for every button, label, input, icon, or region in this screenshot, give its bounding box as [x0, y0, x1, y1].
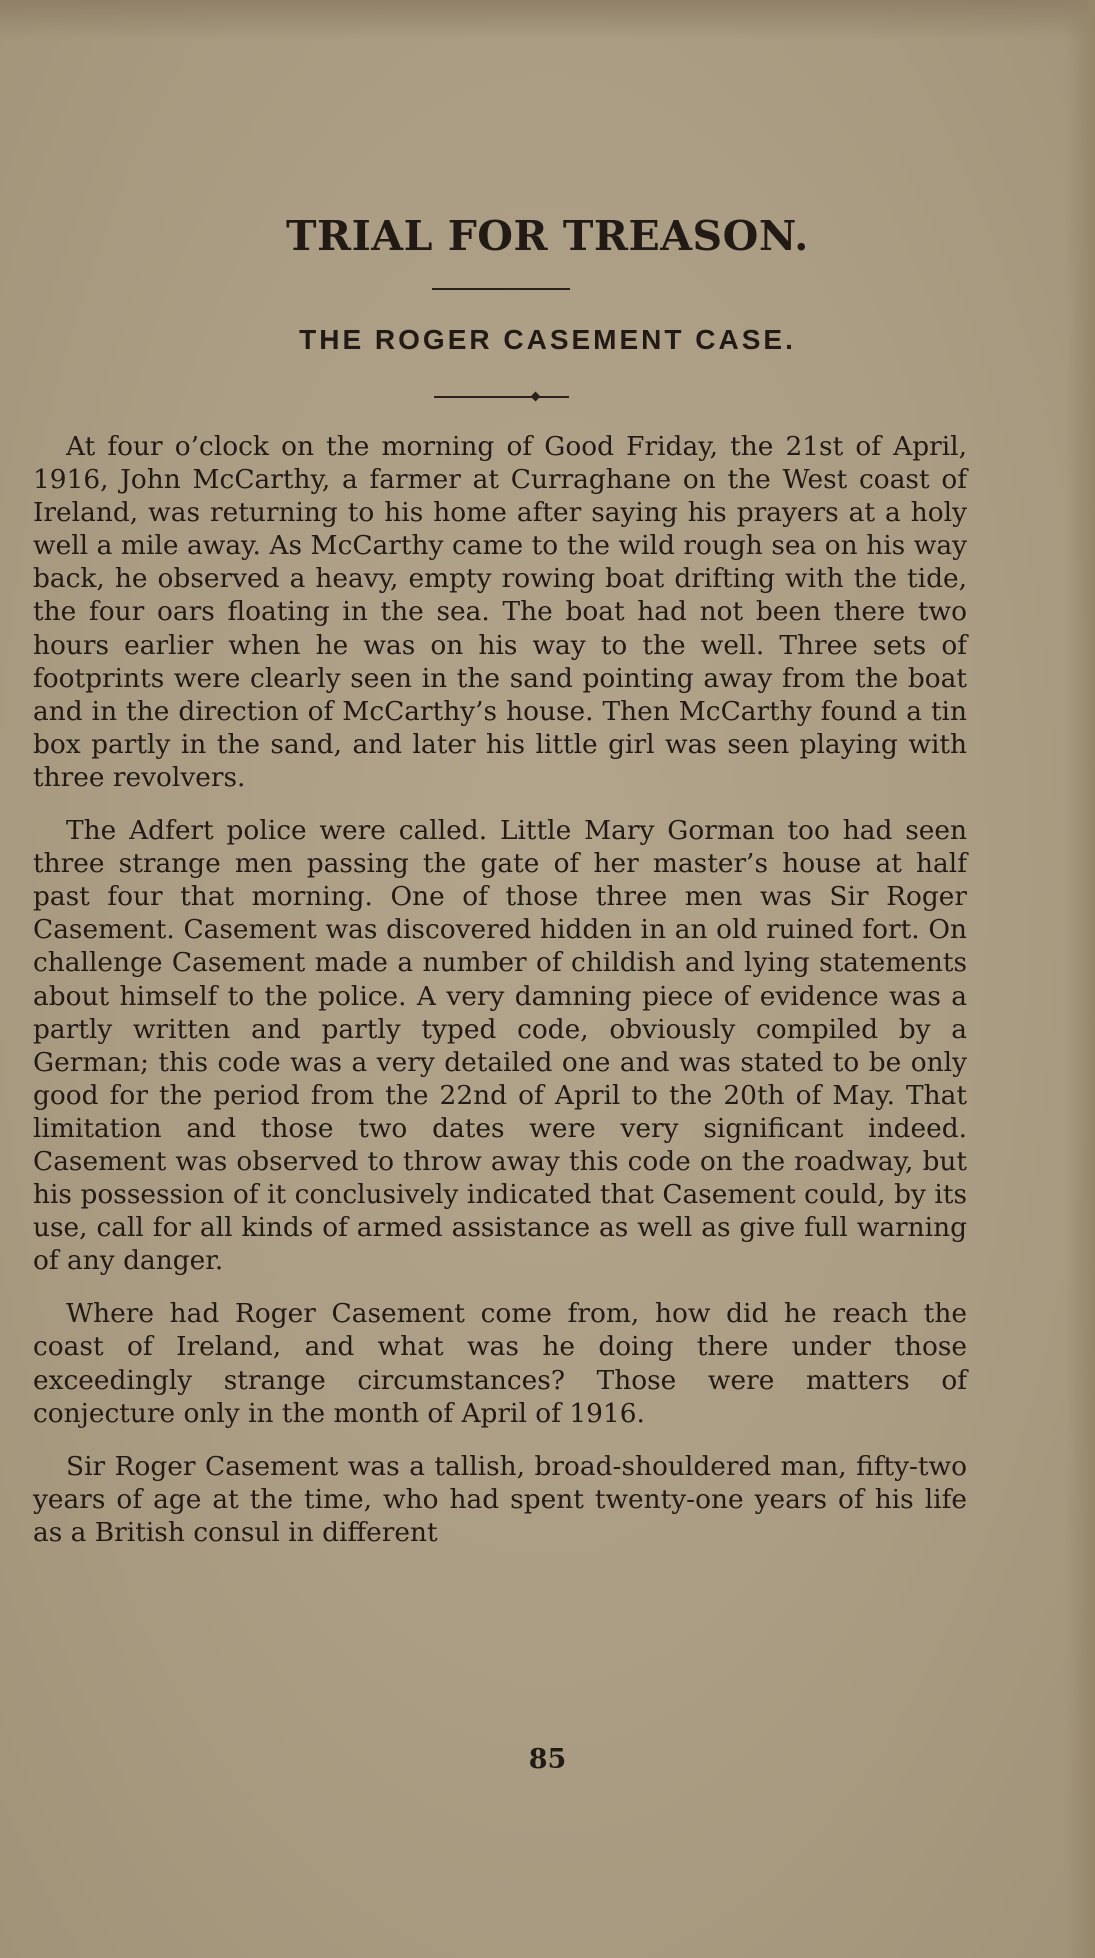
- page-number: 85: [528, 1744, 567, 1775]
- paragraph-1: At four o’clock on the morning of Good Friday, the 21st of April, 1916, John McCarthy, a farmer at Curraghane on the West coast of Ireland, was returning to his home after saying his prayers at a holy well a mile away. As McCarthy came to the wild rough sea on his way back, he observed a heavy, empty rowing boat drifting with the tide, the four oars floating in the sea. The boat had not been there two hours earlier when he was on his way to the well. Three sets of footprints were clearly seen in the sand pointing away from the boat and in the direction of McCarthy’s house. Then McCarthy found a tin box partly in the sand, and later his little girl was seen playing with three revolvers.: [33, 431, 967, 793]
- chapter-title: TRIAL FOR TREASON.: [286, 212, 809, 260]
- divider-diamond-icon: [531, 392, 541, 402]
- paragraph-2: The Adfert police were called. Little Mary Gorman too had seen three strange men passing the gate of her master’s house at half past four that morning. One of those three men was Sir Roger Casement. Casement was discovered hidden in an old ruined fort. On challenge Casement made a number of childish and lying statements about himself to the police. A very damning piece of evidence was a partly written and partly typed code, obviously compiled by a German; this code was a very detailed one and was stated to be only good for the period from the 22nd of April to the 20th of May. That limitation and those two dates were very significant indeed. Casement was observed to throw away this code on the roadway, but his possession of it conclusively indicated that Casement could, by its use, call for all kinds of armed assistance as well as give full warning of any danger.: [33, 815, 967, 1277]
- ornamental-divider: [434, 392, 569, 402]
- paragraph-4: Sir Roger Casement was a tallish, broad-shouldered man, fifty-two years of age at the time, who had spent twenty-one years of his life as a British consul in different: [33, 1450, 967, 1548]
- divider-line: [434, 396, 569, 398]
- body-text: [33, 430, 967, 1569]
- chapter-subtitle: THE ROGER CASEMENT CASE.: [299, 324, 796, 355]
- paragraph-3: Where had Roger Casement come from, how did he reach the coast of Ireland, and what was he doing there under those exceedingly strange circumstances? Those were matters of conjecture only in the month of April of 1916.: [33, 1298, 967, 1429]
- title-rule: [432, 288, 570, 290]
